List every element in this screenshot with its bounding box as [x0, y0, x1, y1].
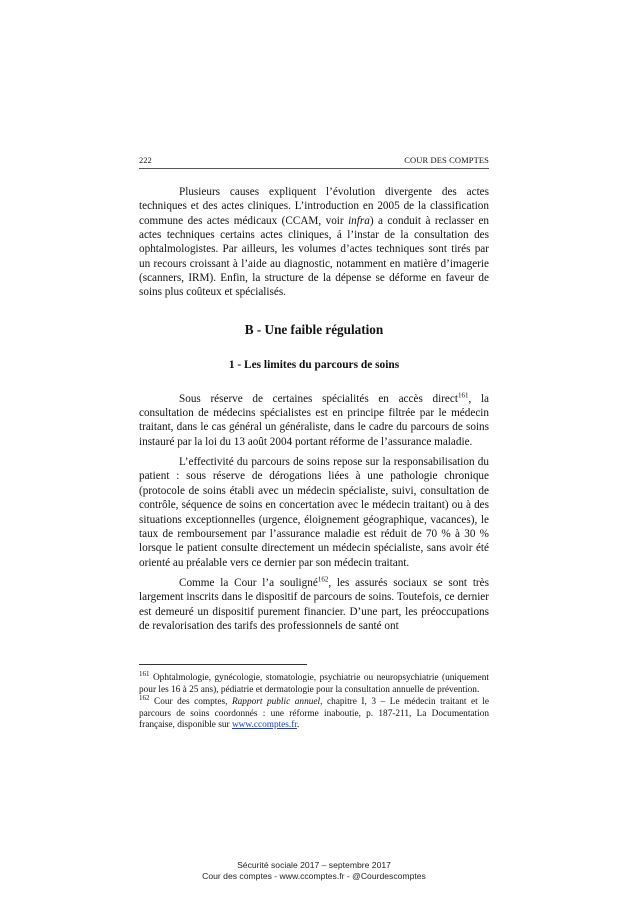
main-text [139, 185, 489, 639]
header-organization: COUR DES COMPTES [404, 155, 489, 165]
footnote-ref-162[interactable]: 162 [317, 575, 329, 584]
footnote-162-report-title: Rapport public annuel [231, 697, 321, 708]
paragraph-direct-access [139, 392, 489, 449]
footnotes [139, 669, 489, 733]
footnote-161-text: Ophtalmologie, gynécologie, stomatologie, psychiatrie ou neuropsychiatrie (uniquement pour les 16 à 25 ans), pédiatrie et dermatologie pour la consultation annuelle de prévention. [139, 673, 489, 695]
footnote-162 [139, 694, 489, 732]
footnote-161 [139, 669, 489, 696]
running-header [139, 154, 489, 169]
paragraph-court-noted [139, 576, 489, 633]
page-footer [139, 860, 489, 882]
paragraph-causes-text-end: ) a conduit à reclasser en actes techniques certains actes cliniques, á l’instar de la consultation des ophtalmologistes. Par ailleurs, les volumes d’actes techniques sont tirés par un recours croissant à l’aide au diagnostic, notamment en matière d’imagerie (scanners, IRM). Enfin, la structure de la dépense se déforme en faveur de soins plus coûteux et spécialisés. [139, 214, 489, 299]
paragraph-court-noted-text: Comme la Cour l’a souligné [179, 576, 318, 589]
infra-italic: infra [348, 214, 370, 227]
paragraph-effectiveness: L’effectivité du parcours de soins repose sur la responsabilisation du patient : sous réserve de dérogations liées à une pathologie chronique (protocole de soins établi avec un médecin spécialiste, suivi, consultation de contrôle, séquence de soins en concertation avec le médecin traitant) ou à des situations exceptionnelles (urgence, éloignement géographique, vacances), le taux de remboursement par l’assurance maladie est réduit de 70 % à 30 % lorsque le patient consulte directement un médecin spécialiste, sans avoir été orienté au préalable vers ce dernier par son médecin traitant. [139, 456, 489, 569]
footnote-161-number: 161 [139, 669, 150, 678]
subsection-heading: 1 - Les limites du parcours de soins [228, 358, 400, 371]
footnote-162-text: Cour des comptes, [149, 697, 232, 708]
paragraph-direct-access-text: Sous réserve de certaines spécialités en accès direct [179, 392, 458, 405]
paragraph-causes-text: Plusieurs causes expliquent l’évolution divergente des actes techniques et des actes cliniques. L’introduction en 2005 de la classification commune des actes médicaux (CCAM, voir [139, 186, 489, 227]
footer-contact: Cour des comptes - www.ccomptes.fr - @Courdescomptes [202, 871, 426, 881]
footnote-162-text-end: . [296, 720, 300, 731]
paragraph-causes [139, 185, 489, 300]
ccomptes-link[interactable]: www.ccomptes.fr [231, 720, 297, 731]
page-number: 222 [139, 155, 152, 165]
footer-publication: Sécurité sociale 2017 – septembre 2017 [237, 860, 391, 870]
section-heading: B - Une faible régulation [244, 321, 384, 337]
footnote-divider [139, 664, 307, 665]
footnote-162-number: 162 [139, 694, 150, 703]
paragraph-direct-access-text-end: , la consultation de médecins spécialistes est en principe filtrée par le médecin traitant, dans le cas général un généraliste, dans le cadre du parcours de soins instauré par la loi du 13 août 2004 portant réforme de l’assurance maladie. [139, 392, 489, 448]
paragraph-court-noted-text-end: , les assurés sociaux se sont très largement inscrits dans le dispositif de parcours de soins. Toutefois, ce dernier est demeuré un dispositif purement financier. D’une part, les préoccupations de revalorisation des tarifs des professionnels de santé ont [139, 576, 489, 632]
footnote-162-text-mid: , chapitre I, 3 – Le médecin traitant et le parcours de soins coordonnés : une réforme inaboutie, p. 187-211, La Documentation française, disponible sur [139, 697, 489, 731]
footnote-ref-161[interactable]: 161 [457, 391, 469, 400]
